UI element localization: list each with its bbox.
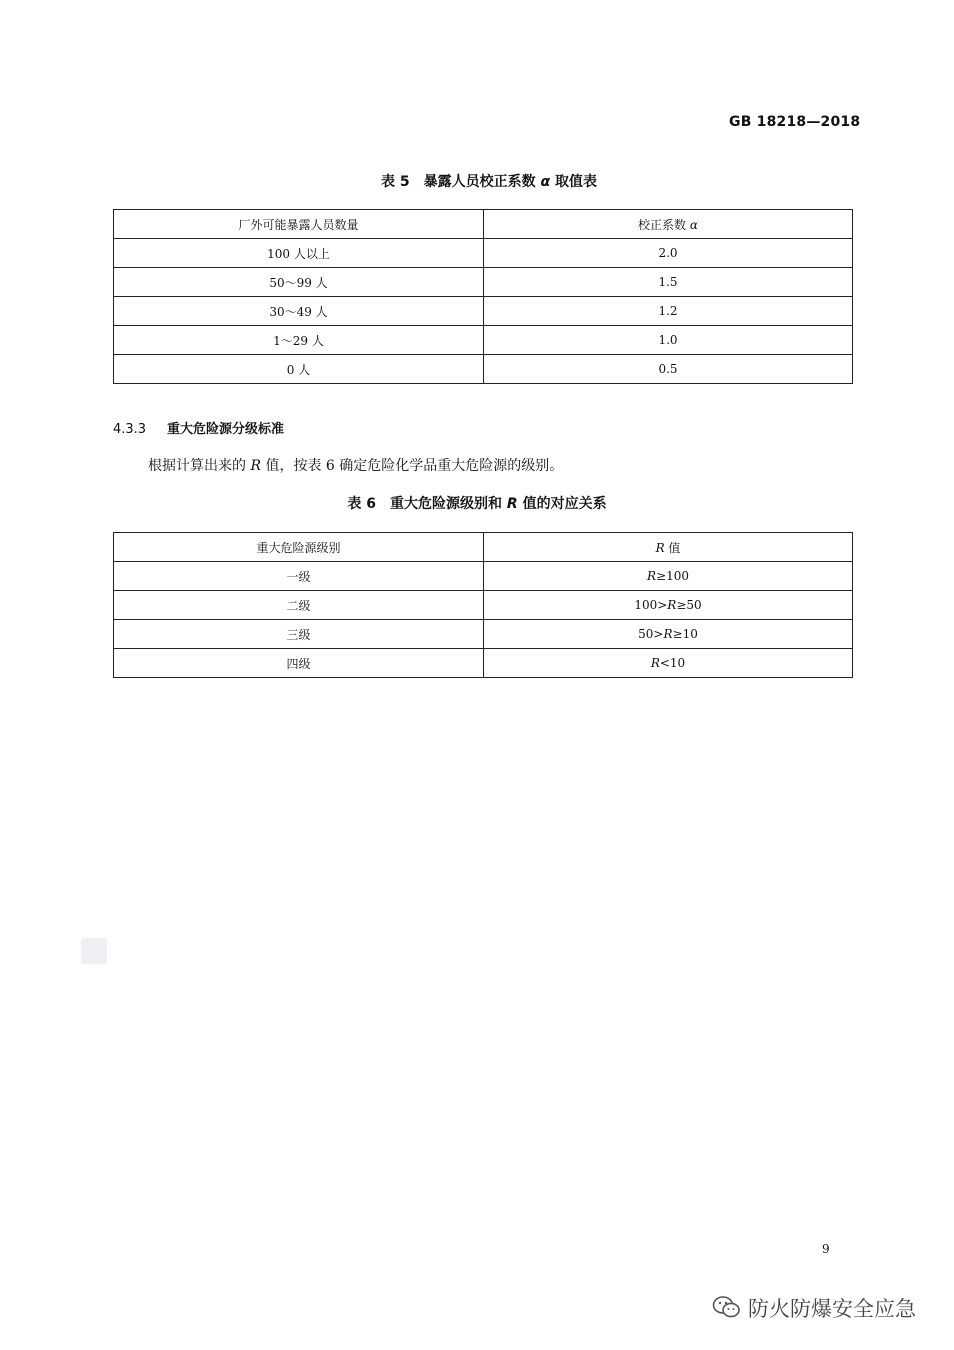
table-5-caption	[12, 171, 954, 191]
level-cell: 四级	[114, 649, 484, 678]
section-title: 重大危险源分级标准	[167, 422, 285, 437]
header-alpha-symbol: α	[689, 217, 698, 232]
alpha-cell: 1.5	[484, 268, 853, 297]
level-cell: 二级	[114, 591, 484, 620]
r-pre: 100>	[634, 598, 668, 612]
header-people: 厂外可能暴露人员数量	[114, 210, 484, 239]
header-alpha	[484, 210, 853, 239]
table-5-caption-prefix: 表 5 暴露人员校正系数	[381, 174, 541, 190]
header-r-suffix: 值	[664, 540, 681, 555]
r-value-cell	[484, 620, 853, 649]
table-header-row	[114, 210, 853, 239]
r-post: ≥50	[676, 598, 702, 612]
header-r-symbol: R	[655, 540, 665, 555]
r-symbol: R	[667, 598, 677, 612]
r-post: <10	[659, 656, 686, 670]
r-value-cell	[484, 562, 853, 591]
table-6-caption-symbol: R	[506, 496, 518, 512]
r-value-cell	[484, 649, 853, 678]
header-level: 重大危险源级别	[114, 533, 484, 562]
alpha-cell: 0.5	[484, 355, 853, 384]
r-symbol: R	[663, 627, 673, 641]
table-row	[114, 268, 853, 297]
section-number: 4.3.3	[113, 422, 147, 437]
paragraph-symbol: R	[250, 458, 261, 474]
section-heading	[113, 418, 284, 437]
wechat-icon	[712, 1295, 742, 1321]
header-r-value	[484, 533, 853, 562]
alpha-cell: 1.0	[484, 326, 853, 355]
people-cell: 100 人以上	[114, 239, 484, 268]
table-row	[114, 297, 853, 326]
table-row	[114, 239, 853, 268]
people-cell: 1～29 人	[114, 326, 484, 355]
watermark-logo	[81, 938, 107, 964]
table-6	[113, 532, 853, 678]
level-cell: 一级	[114, 562, 484, 591]
r-pre: 50>	[638, 627, 664, 641]
people-cell: 50～99 人	[114, 268, 484, 297]
paragraph-post: 值，按表 6 确定危险化学品重大危险源的级别。	[261, 458, 564, 474]
alpha-cell: 1.2	[484, 297, 853, 326]
body-paragraph	[148, 455, 563, 475]
account-brand	[712, 1293, 916, 1323]
r-symbol: R	[646, 569, 657, 583]
r-symbol: R	[650, 656, 660, 670]
table-5-caption-symbol: α	[540, 174, 551, 190]
table-6-caption-suffix: 值的对应关系	[517, 496, 607, 512]
table-row	[114, 620, 853, 649]
table-5	[113, 209, 853, 384]
table-header-row	[114, 533, 853, 562]
alpha-cell: 2.0	[484, 239, 853, 268]
r-value-cell	[484, 591, 853, 620]
table-row	[114, 562, 853, 591]
table-row	[114, 649, 853, 678]
r-post: ≥100	[656, 569, 689, 583]
brand-text: 防火防爆安全应急	[748, 1297, 916, 1321]
people-cell: 30～49 人	[114, 297, 484, 326]
level-cell: 三级	[114, 620, 484, 649]
table-6-caption-prefix: 表 6 重大危险源级别和	[347, 496, 507, 512]
table-row	[114, 355, 853, 384]
table-row	[114, 326, 853, 355]
table-row	[114, 591, 853, 620]
standard-code: GB 18218—2018	[729, 114, 861, 130]
people-cell: 0 人	[114, 355, 484, 384]
paragraph-pre: 根据计算出来的	[148, 458, 251, 474]
table-5-caption-suffix: 取值表	[550, 174, 597, 190]
table-6-caption	[0, 493, 954, 513]
header-alpha-prefix: 校正系数	[638, 217, 690, 232]
r-post: ≥10	[672, 627, 698, 641]
page-number: 9	[822, 1242, 830, 1256]
